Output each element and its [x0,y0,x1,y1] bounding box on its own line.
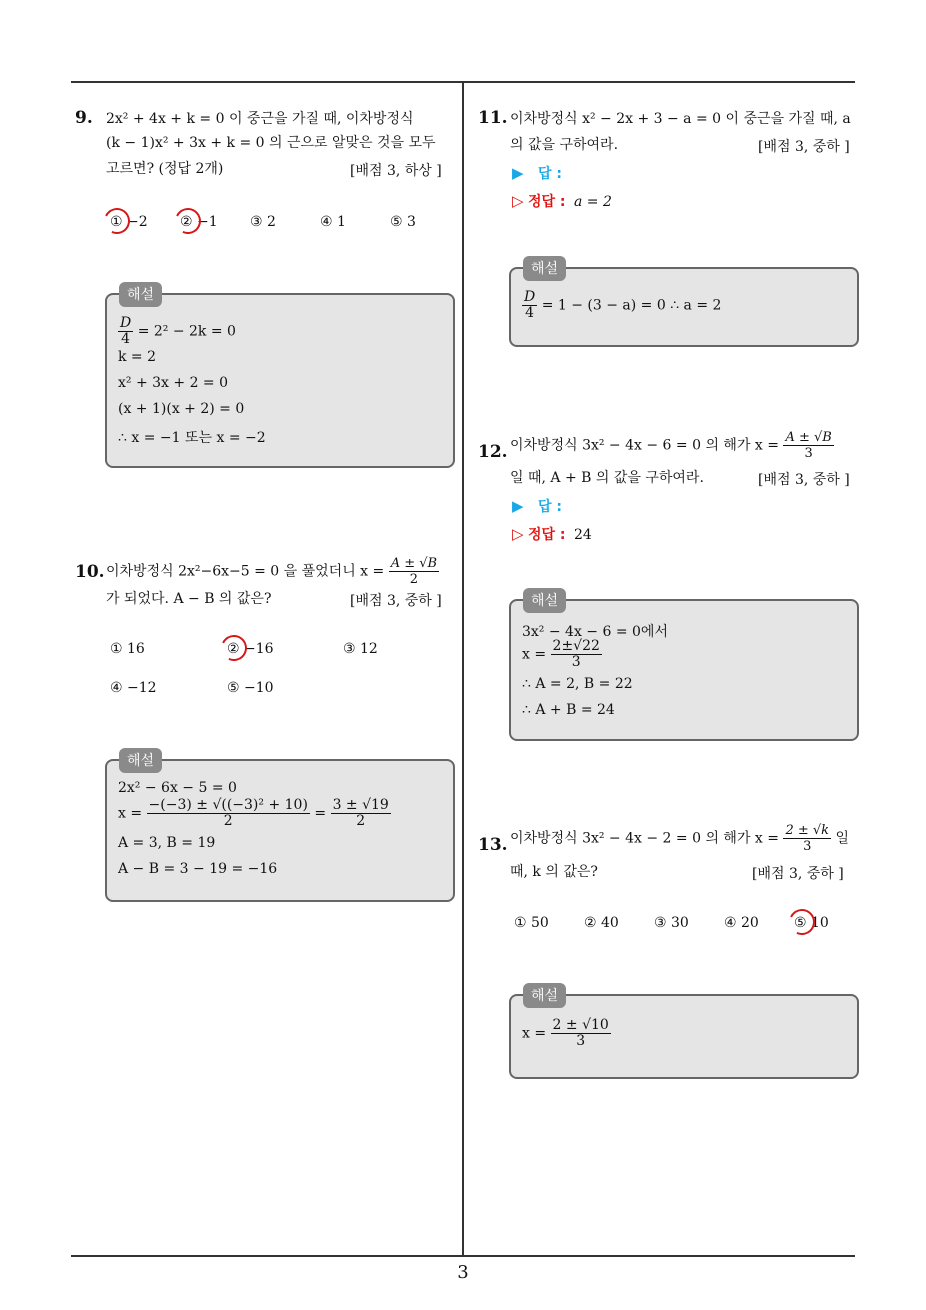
q10-number: 10. [75,562,105,582]
q11-number: 11. [478,108,508,128]
q10-sol-line2: x = $\frac{\text{−(−3) ± √((−3)² + 10)}}{2}$ = $\frac{3 \pm √19}{2}$ [118,797,389,829]
q11-meta: [배점 3, 중하 ] [758,139,850,155]
q9-choice-2[interactable]: ② −1 [180,214,218,230]
q10-text-line1: 이차방정식 2x²−6x−5 = 0 을 풀었더니 x = $\frac{A \pm √B}{2}$ [106,556,438,587]
q10-sol-line1: 2x² − 6x − 5 = 0 [118,780,237,796]
q9-sol-line2: k = 2 [118,349,157,365]
q11-correct-label: 정답 : [528,194,566,210]
q13-solution-tab: 해설 [523,983,566,1008]
q12-answer-label: 답 : [538,499,562,515]
correct-arrow-icon: ▷ [512,525,524,543]
q9-number: 9. [75,108,93,128]
q11-answer-label: 답 : [538,166,562,182]
q13-sol-fraction: $\frac{2 \pm √10}{3}$ [552,1017,609,1049]
q11-text-line1: 이차방정식 x² − 2x + 3 − a = 0 이 중근을 가질 때, a [510,111,851,127]
q12-answer-row[interactable] [512,496,562,516]
q11-sol-fraction: $\frac{D}{4}$ [524,289,536,321]
q10-sol-line4: A − B = 3 − 19 = −16 [118,861,278,877]
q12-text-line1: 이차방정식 3x² − 4x − 6 = 0 의 해가 x = $\frac{A \pm √B}{3}$ [510,430,832,461]
q9-sol-line5: ∴ x = −1 또는 x = −2 [118,430,266,446]
q13-choice-3[interactable]: ③ 30 [654,915,689,931]
q12-correct-row [512,524,592,544]
q9-sol-fraction: $\frac{D}{4}$ [120,315,132,347]
q12-correct-label: 정답 : [528,527,566,543]
q9-choice-3[interactable]: ③ 2 [250,214,276,230]
q9-choice-4[interactable]: ④ 1 [320,214,346,230]
correct-arrow-icon: ▷ [512,192,524,210]
q9-choice-5[interactable]: ⑤ 3 [390,214,416,230]
q12-fraction: $\frac{A \pm √B}{3}$ [785,430,832,461]
column-divider [462,81,464,1256]
q13-fraction: $\frac{2 \pm √k}{3}$ [785,823,830,854]
q12-sol-line4: ∴ A + B = 24 [522,702,615,718]
q9-text-line1: 2x² + 4x + k = 0 이 중근을 가질 때, 이차방정식 [106,111,414,127]
q12-sol-line1: 3x² − 4x − 6 = 0에서 [522,624,668,640]
q9-meta: [배점 3, 하상 ] [350,163,442,179]
q10-sol-fraction2: $\frac{3 \pm √19}{2}$ [332,797,389,829]
q10-meta: [배점 3, 중하 ] [350,593,442,609]
q10-choice-1[interactable]: ① 16 [110,641,145,657]
answer-arrow-icon: ▶ [512,497,524,515]
q13-choice-4[interactable]: ④ 20 [724,915,759,931]
q9-choice-1[interactable]: ① −2 [110,214,148,230]
q9-solution-tab: 해설 [119,282,162,307]
q12-text-line2: 일 때, A + B 의 값을 구하여라. [510,470,704,486]
q13-choice-2[interactable]: ② 40 [584,915,619,931]
q10-choice-5[interactable]: ⑤ −10 [227,680,274,696]
q11-sol-line1: $\frac{D}{4}$ = 1 − (3 − a) = 0 ∴ a = 2 [524,289,722,321]
q10-sol-fraction1: $\frac{\text{−(−3) ± √((−3)² + 10)}}{2}$ [148,797,308,829]
q11-answer-row[interactable] [512,163,562,183]
q12-sol-line3: ∴ A = 2, B = 22 [522,676,633,692]
q9-sol-line4: (x + 1)(x + 2) = 0 [118,401,245,417]
q11-correct-row [512,191,612,211]
q12-number: 12. [478,442,508,462]
answer-arrow-icon: ▶ [512,164,524,182]
q13-choice-1[interactable]: ① 50 [514,915,549,931]
q10-choice-3[interactable]: ③ 12 [343,641,378,657]
q12-sol-fraction: $\frac{2\pm√22}{3}$ [552,638,600,670]
q11-correct-value: a = 2 [573,194,612,210]
q13-text-line2: 때, k 의 값은? [510,864,598,880]
q11-solution-tab: 해설 [523,256,566,281]
q13-number: 13. [478,835,508,855]
q10-sol-line3: A = 3, B = 19 [118,835,216,851]
q10-choice-4[interactable]: ④ −12 [110,680,157,696]
q9-text-line3: 고르면? (정답 2개) [106,161,224,177]
q12-sol-line2: x = $\frac{2\pm√22}{3}$ [522,638,600,670]
q9-sol-line1: $\frac{D}{4}$ = 2² − 2k = 0 [120,315,236,347]
q13-text-line1: 이차방정식 3x² − 4x − 2 = 0 의 해가 x = $\frac{2 \pm √k}{3}$ 일 [510,823,850,854]
page-number: 3 [457,1262,469,1283]
q11-text-line2: 의 값을 구하여라. [510,137,619,153]
q10-solution-tab: 해설 [119,748,162,773]
q10-text-line2: 가 되었다. A − B 의 값은? [106,591,272,607]
q13-choice-5[interactable]: ⑤ 10 [794,915,829,931]
q12-correct-value: 24 [573,527,592,543]
bottom-rule [71,1255,855,1257]
q10-fraction: $\frac{A \pm √B}{2}$ [390,556,438,587]
q10-choice-2[interactable]: ② −16 [227,641,274,657]
q13-meta: [배점 3, 중하 ] [752,866,844,882]
q13-sol-line1: x = $\frac{2 \pm √10}{3}$ [522,1017,609,1049]
q9-text-line2: (k − 1)x² + 3x + k = 0 의 근으로 알맞은 것을 모두 [106,135,436,151]
q9-sol-line3: x² + 3x + 2 = 0 [118,375,229,391]
q12-solution-tab: 해설 [523,588,566,613]
q12-meta: [배점 3, 중하 ] [758,472,850,488]
